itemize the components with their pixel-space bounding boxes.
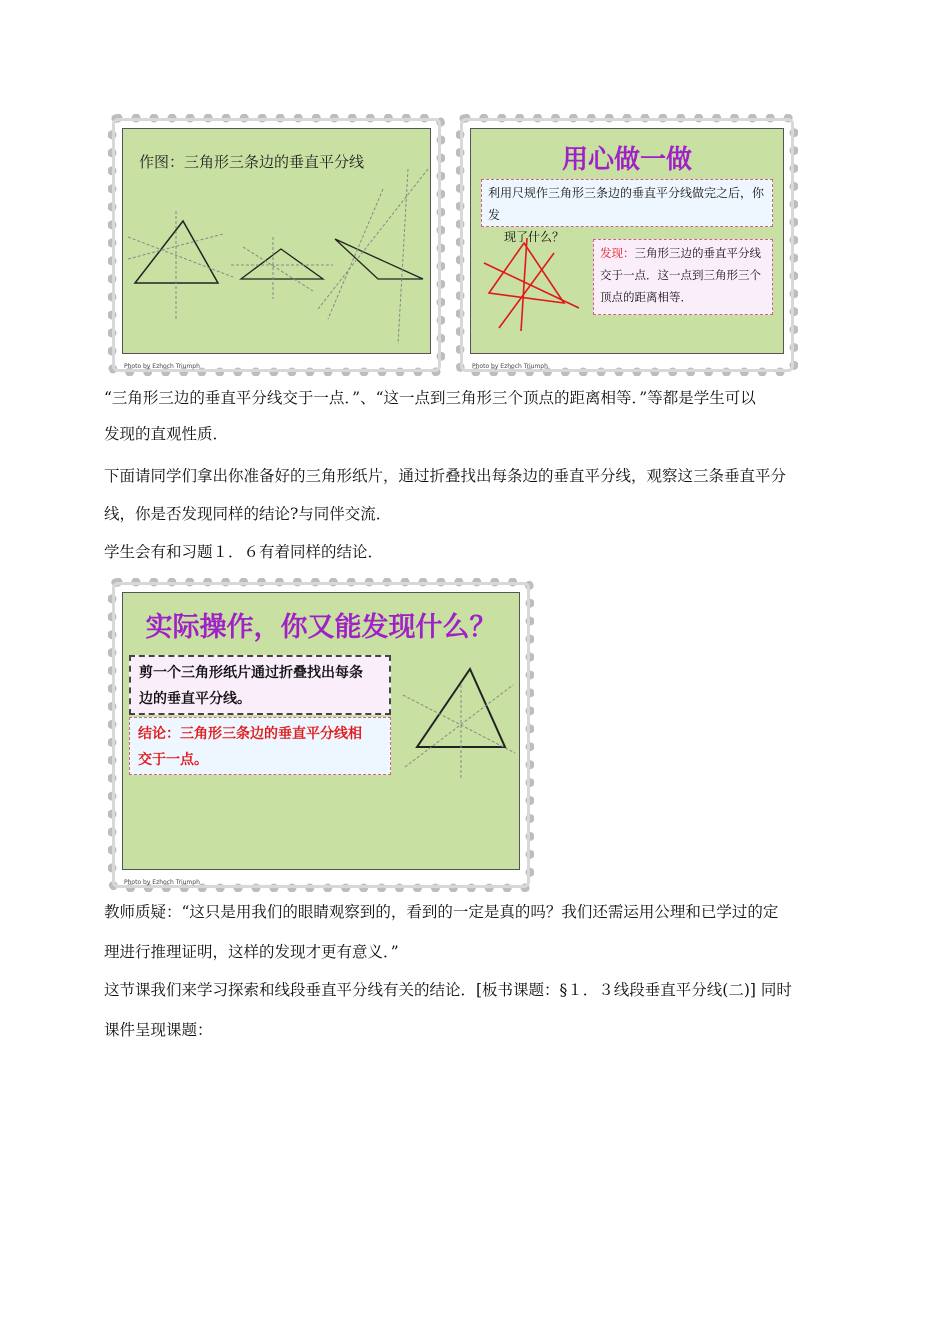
text-line: “三角形三边的垂直平分线交于一点．”、“这一点到三角形三个顶点的距离相等．”等都是学生可以 bbox=[104, 389, 756, 407]
question-line: 现了什么？ bbox=[504, 230, 565, 244]
finding-line: 交于一点．这一点到三角形三个 bbox=[600, 268, 761, 282]
text-line: 这节课我们来学习探索和线段垂直平分线有关的结论．[板书课题：§１．３线段垂直平分线(二)] 同时 bbox=[104, 981, 792, 999]
photo-credit: Photo by Ezhoch Triumph bbox=[124, 363, 200, 370]
task-line: 边的垂直平分线。 bbox=[139, 691, 251, 707]
question-box bbox=[481, 179, 773, 244]
text-line: 线，你是否发现同样的结论?与同伴交流． bbox=[104, 505, 392, 523]
paragraph-1 bbox=[104, 388, 854, 444]
photo-credit: Photo by Ezhoch Triumph bbox=[124, 879, 200, 886]
text-line: 发现的直观性质． bbox=[104, 425, 229, 443]
conclusion-box bbox=[129, 717, 391, 775]
slide-image-3 bbox=[108, 578, 534, 892]
finding-line: 顶点的距离相等． bbox=[600, 290, 692, 304]
task-line: 剪一个三角形纸片通过折叠找出每条 bbox=[139, 665, 363, 681]
conclusion-label: 结论： bbox=[138, 726, 180, 742]
paragraph-2 bbox=[104, 466, 854, 524]
finding-line: 三角形三边的垂直平分线 bbox=[634, 246, 761, 260]
slide1-title: 作图：三角形三条边的垂直平分线 bbox=[139, 153, 365, 171]
task-box bbox=[129, 655, 391, 715]
slide-image-1 bbox=[108, 114, 445, 376]
question-line: 利用尺规作三角形三条边的垂直平分线做完之后，你发 bbox=[488, 186, 765, 222]
text-line: 理进行推理证明，这样的发现才更有意义．” bbox=[104, 943, 399, 961]
slide3-title: 实际操作，你又能发现什么？ bbox=[145, 612, 497, 643]
slide-panel bbox=[122, 128, 431, 354]
finding-label: 发现： bbox=[600, 246, 635, 260]
finding-box bbox=[593, 239, 773, 315]
conclusion-line: 三角形三条边的垂直平分线相 bbox=[180, 726, 362, 742]
text-line: 下面请同学们拿出你准备好的三角形纸片，通过折叠找出每条边的垂直平分线，观察这三条垂直平分 bbox=[104, 467, 787, 485]
slide-panel bbox=[470, 128, 784, 354]
conclusion-line: 交于一点。 bbox=[138, 752, 208, 768]
text-line: 课件呈现课题： bbox=[104, 1021, 213, 1039]
paragraph-3 bbox=[104, 542, 854, 562]
text-line: 学生会有和习题１．６有着同样的结论． bbox=[104, 543, 384, 561]
photo-credit: Photo by Ezhoch Triumph bbox=[472, 363, 548, 370]
slide-panel bbox=[122, 592, 520, 870]
triangle-constructions-figure bbox=[123, 129, 432, 355]
slide-image-2 bbox=[456, 114, 798, 376]
slide2-title: 用心做一做 bbox=[561, 145, 692, 175]
triangle-bisectors-figure bbox=[395, 655, 519, 785]
text-line: 教师质疑：“这只是用我们的眼睛观察到的，看到的一定是真的吗？我们还需运用公理和已学过的定 bbox=[104, 903, 779, 921]
red-bisectors-figure bbox=[479, 233, 589, 333]
paragraph-4 bbox=[104, 902, 854, 962]
paragraph-5 bbox=[104, 980, 854, 1040]
